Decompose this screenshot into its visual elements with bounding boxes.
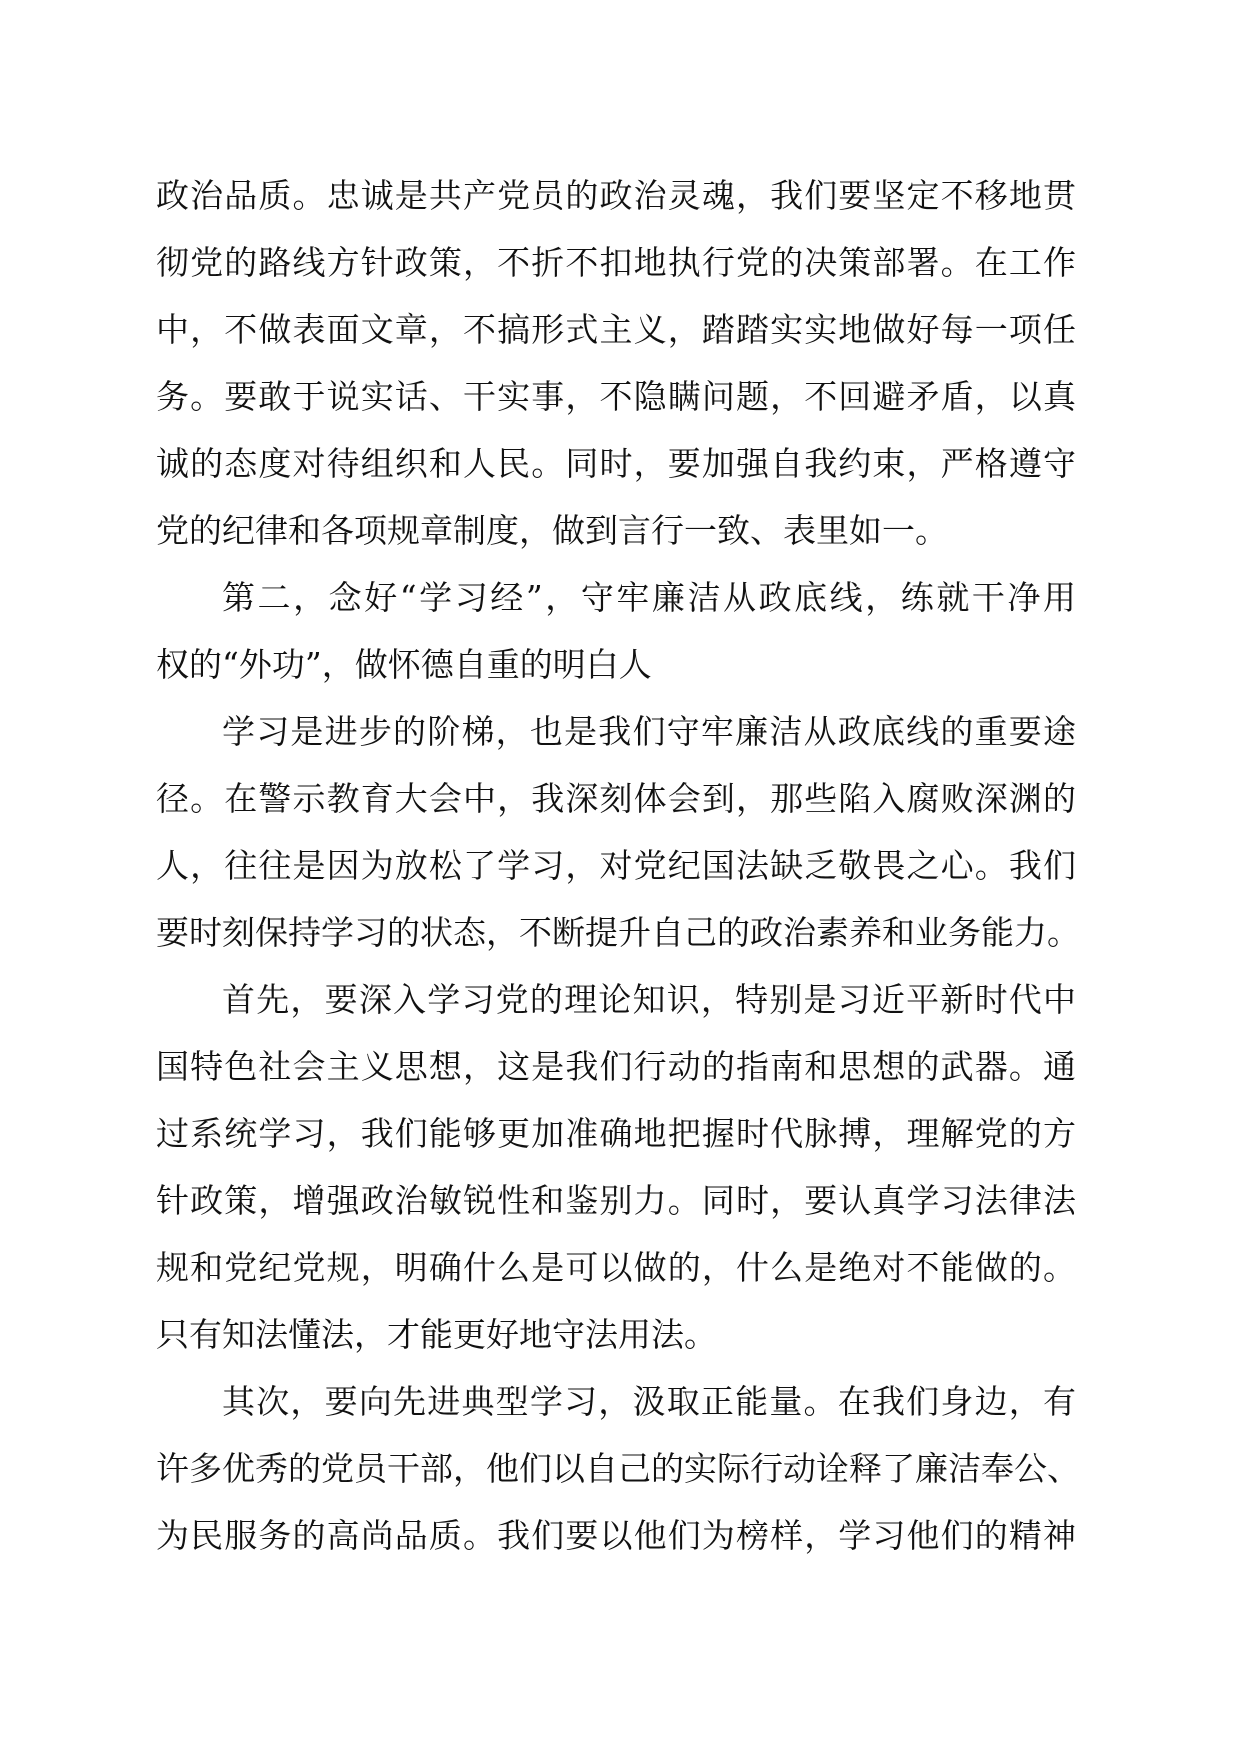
text-line: 要时刻保持学习的状态，不断提升自己的政治素养和业务能力。: [156, 913, 1080, 952]
text-line: 党的纪律和各项规章制度，做到言行一致、表里如一。: [156, 511, 948, 550]
body-text: [156, 162, 1080, 1569]
text-line: 径。在警示教育大会中，我深刻体会到，那些陷入腐败深渊的: [156, 779, 1076, 818]
text-line: 人，往往是因为放松了学习，对党纪国法缺乏敬畏之心。我们: [156, 846, 1076, 885]
text-line: 只有知法懂法，才能更好地守法用法。: [156, 1315, 717, 1354]
text-line: 国特色社会主义思想，这是我们行动的指南和思想的武器。通: [156, 1047, 1076, 1086]
text-line: 彻党的路线方针政策，不折不扣地执行党的决策部署。在工作: [156, 243, 1076, 282]
text-line: 针政策，增强政治敏锐性和鉴别力。同时，要认真学习法律法: [156, 1181, 1076, 1220]
text-line: 中，不做表面文章，不搞形式主义，踏踏实实地做好每一项任: [156, 310, 1076, 349]
text-line: 过系统学习，我们能够更加准确地把握时代脉搏，理解党的方: [156, 1114, 1076, 1153]
section-heading-line: 权的“外功”，做怀德自重的明白人: [156, 645, 652, 684]
text-line: 规和党纪党规，明确什么是可以做的，什么是绝对不能做的。: [156, 1248, 1076, 1287]
text-line: 学习是进步的阶梯，也是我们守牢廉洁从政底线的重要途: [222, 712, 1076, 751]
text-line: 诚的态度对待组织和人民。同时，要加强自我约束，严格遵守: [156, 444, 1076, 483]
text-line: 许多优秀的党员干部，他们以自己的实际行动诠释了廉洁奉公、: [156, 1449, 1080, 1488]
text-line: 务。要敢于说实话、干实事，不隐瞒问题，不回避矛盾，以真: [156, 377, 1076, 416]
section-heading-line: 第二，念好“学习经”，守牢廉洁从政底线，练就干净用: [222, 578, 1076, 617]
text-line: 首先，要深入学习党的理论知识，特别是习近平新时代中: [222, 980, 1076, 1019]
text-line: 为民服务的高尚品质。我们要以他们为榜样，学习他们的精神: [156, 1516, 1076, 1555]
text-line: 政治品质。忠诚是共产党员的政治灵魂，我们要坚定不移地贯: [156, 176, 1076, 215]
text-line: 其次，要向先进典型学习，汲取正能量。在我们身边，有: [222, 1382, 1076, 1421]
